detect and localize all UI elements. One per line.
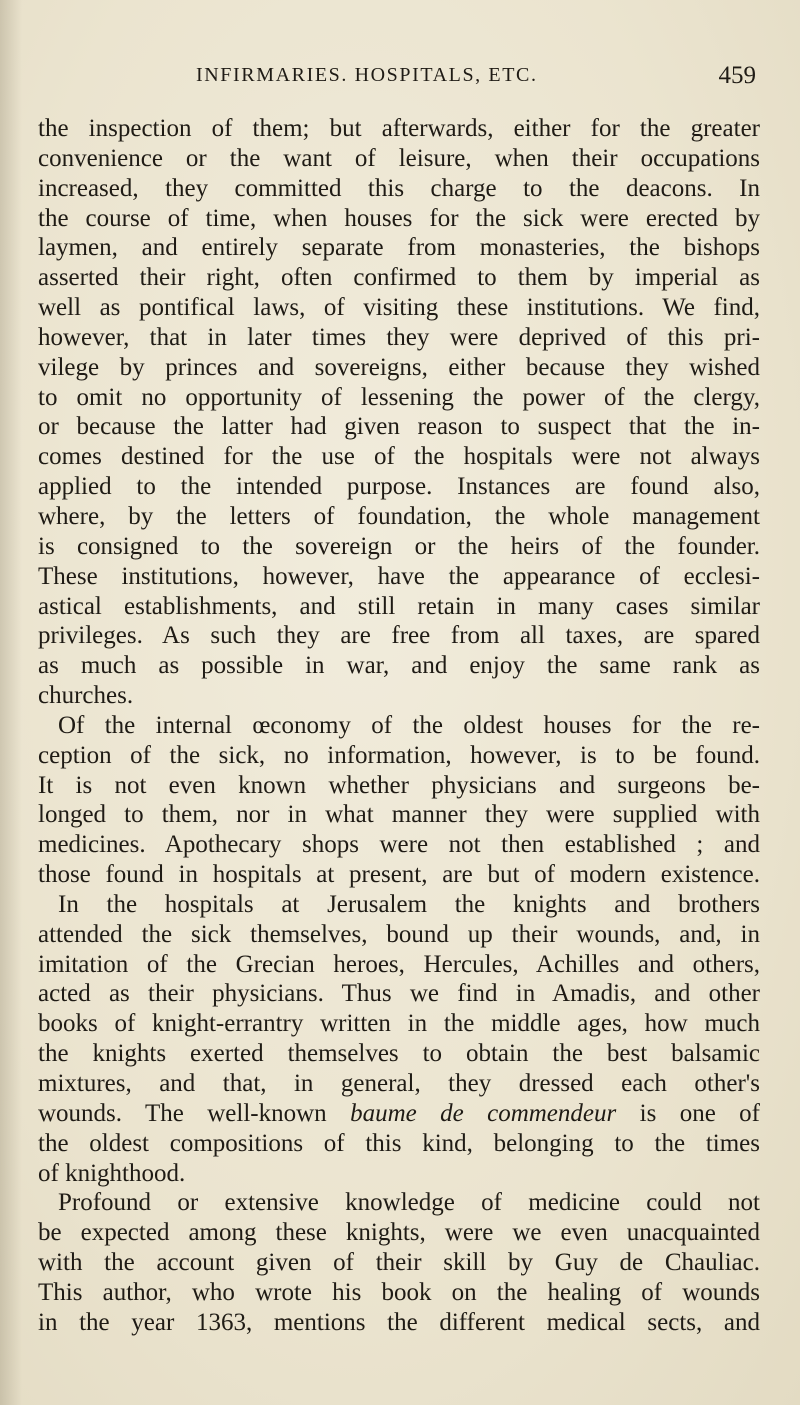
- text-line: privileges. As such they are free from all taxes, are spared: [38, 622, 760, 650]
- text-line: is consigned to the sovereign or the heirs of the founder.: [38, 532, 760, 560]
- text-line: longed to them, nor in what manner they were supplied with: [38, 801, 760, 829]
- text-line: with the account given of their skill by Guy de Chauliac.: [38, 1249, 760, 1277]
- text-line: comes destined for the use of the hospitals were not always: [38, 443, 760, 471]
- text-segment: wounds. The well-known: [38, 1099, 351, 1127]
- text-line: the knights exerted themselves to obtain the best balsamic: [38, 1040, 760, 1068]
- text-line: astical establishments, and still retain in many cases similar: [38, 592, 760, 620]
- text-line: where, by the letters of foundation, the whole management: [38, 502, 760, 530]
- text-line: those found in hospitals at present, are but of modern existence.: [38, 861, 760, 889]
- page-number: 459: [718, 62, 756, 89]
- text-line: the inspection of them; but afterwards, either for the greater: [38, 115, 760, 142]
- text-line: It is not even known whether physicians and surgeons be-: [38, 771, 760, 799]
- text-line: This author, who wrote his book on the healing of wounds: [38, 1278, 760, 1306]
- text-line: books of knight-errantry written in the middle ages, how much: [38, 1010, 760, 1038]
- text-line: increased, they committed this charge to the deacons. In: [38, 174, 760, 202]
- text-line-with-italic: [38, 1099, 760, 1129]
- text-line: acted as their physicians. Thus we find in Amadis, and other: [38, 980, 760, 1008]
- text-line: the oldest compositions of this kind, belonging to the times: [38, 1129, 760, 1157]
- text-line: imitation of the Grecian heroes, Hercules, Achilles and others,: [38, 950, 760, 978]
- body-text: [38, 114, 760, 1338]
- text-line: to omit no opportunity of lessening the power of the clergy,: [38, 383, 760, 411]
- text-line: the course of time, when houses for the sick were erected by: [38, 204, 760, 232]
- text-line: medicines. Apothecary shops were not then established ; and: [38, 831, 760, 859]
- text-line: as much as possible in war, and enjoy the same rank as: [38, 652, 760, 680]
- text-line: or because the latter had given reason to suspect that the in-: [38, 413, 760, 441]
- running-head-title: INFIRMARIES. HOSPITALS, ETC.: [196, 64, 538, 86]
- text-line: asserted their right, often confirmed to them by imperial as: [38, 264, 760, 292]
- text-line: mixtures, and that, in general, they dressed each other's: [38, 1070, 760, 1097]
- paragraph-end-line: churches.: [38, 682, 134, 710]
- text-line: laymen, and entirely separate from monasteries, the bishops: [38, 234, 760, 262]
- text-line: applied to the intended purpose. Instances are found also,: [38, 473, 760, 501]
- text-line: In the hospitals at Jerusalem the knights and brothers: [58, 890, 760, 918]
- italic-phrase: baume de commendeur: [350, 1099, 617, 1127]
- text-line: be expected among these knights, were we even unacquainted: [38, 1219, 760, 1247]
- text-line: ception of the sick, no information, however, is to be found.: [38, 741, 760, 769]
- gutter-shadow: [0, 0, 22, 1405]
- paragraph-start-line: Profound or extensive knowledge of medicine could not: [58, 1189, 760, 1217]
- running-head: [196, 62, 756, 102]
- text-line: attended the sick themselves, bound up their wounds, and, in: [38, 920, 760, 948]
- paragraph-end-line: of knighthood.: [38, 1159, 186, 1187]
- text-line: These institutions, however, have the appearance of ecclesi-: [38, 562, 760, 590]
- text-line: well as pontifical laws, of visiting these institutions. We find,: [38, 294, 760, 322]
- text-line: however, that in later times they were deprived of this pri-: [38, 323, 760, 351]
- text-segment: is one of: [616, 1099, 761, 1127]
- text-line: vilege by princes and sovereigns, either because they wished: [38, 353, 760, 381]
- text-line: in the year 1363, mentions the different medical sects, and: [38, 1308, 760, 1336]
- text-line: convenience or the want of leisure, when their occupations: [38, 144, 760, 172]
- paragraph-start-line: Of the internal œconomy of the oldest houses for the re-: [58, 711, 760, 739]
